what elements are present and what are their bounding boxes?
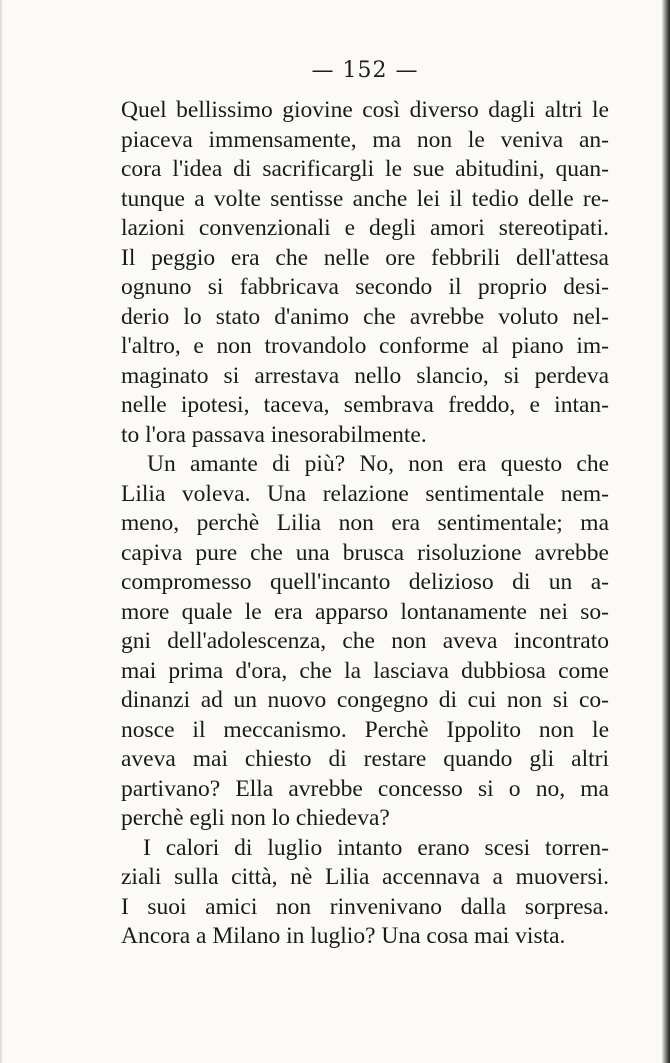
binding-shadow: [662, 0, 670, 1063]
text-line: dinanzi ad un nuovo congegno di cui non si co-: [121, 687, 609, 713]
text-line: Lilia voleva. Una relazione sentimentale nem-: [121, 480, 609, 507]
text-line: Quel bellissimo giovine così diverso dagli altri le: [121, 97, 609, 123]
text-line: cora l'idea di sacrificargli le sue abitudini, quan-: [121, 156, 609, 182]
text-line: partivano? Ella avrebbe concesso si o no, ma: [121, 775, 609, 802]
text-line: meno, perchè Lilia non era sentimentale; ma: [121, 510, 609, 536]
text-line: more quale le era apparso lontanamente nei so-: [121, 598, 609, 625]
text-line: I calori di luglio intanto erano scesi torren-: [143, 834, 609, 861]
text-line: nelle ipotesi, taceva, sembrava freddo, e intan-: [121, 392, 609, 418]
text-line: ognuno si fabbricava secondo il proprio desi-: [121, 274, 609, 300]
text-line: capiva pure che una brusca risoluzione avrebbe: [121, 539, 609, 566]
text-line: tunque a volte sentisse anche lei il tedio delle re-: [121, 185, 609, 212]
page-edge: [0, 0, 3, 1063]
text-line: perchè egli non lo chiedeva?: [121, 805, 390, 831]
text-line: to l'ora passava inesorabilmente.: [121, 421, 427, 448]
text-line: maginato si arrestava nello slancio, si perdeva: [121, 362, 609, 389]
text-line: aveva mai chiesto di restare quando gli altri: [121, 746, 609, 772]
text-line: mai prima d'ora, che la lasciava dubbiosa come: [121, 657, 609, 684]
text-line: piaceva immensamente, ma non le veniva an-: [121, 126, 609, 153]
body-text: [121, 96, 609, 952]
text-line: Un amante di più? No, non era questo che: [147, 451, 609, 477]
text-line: ziali sulla città, nè Lilia accennava a muoversi.: [121, 864, 609, 890]
text-line: nosce il meccanismo. Perchè Ippolito non le: [121, 716, 609, 743]
text-line: l'altro, e non trovandolo conforme al piano im-: [121, 333, 609, 359]
text-line: I suoi amici non rinvenivano dalla sorpresa.: [121, 893, 609, 920]
page-number: — 152 —: [311, 58, 419, 83]
text-line: Il peggio era che nelle ore febbrili dell'attesa: [121, 244, 609, 271]
text-line: compromesso quell'incanto delizioso di un a-: [121, 569, 609, 595]
text-line: derio lo stato d'animo che avrebbe voluto nel-: [121, 303, 609, 330]
text-line: Ancora a Milano in luglio? Una cosa mai vista.: [121, 923, 566, 949]
text-line: lazioni convenzionali e degli amori stereotipati.: [121, 215, 609, 241]
text-line: gni dell'adolescenza, che non aveva incontrato: [121, 628, 609, 654]
